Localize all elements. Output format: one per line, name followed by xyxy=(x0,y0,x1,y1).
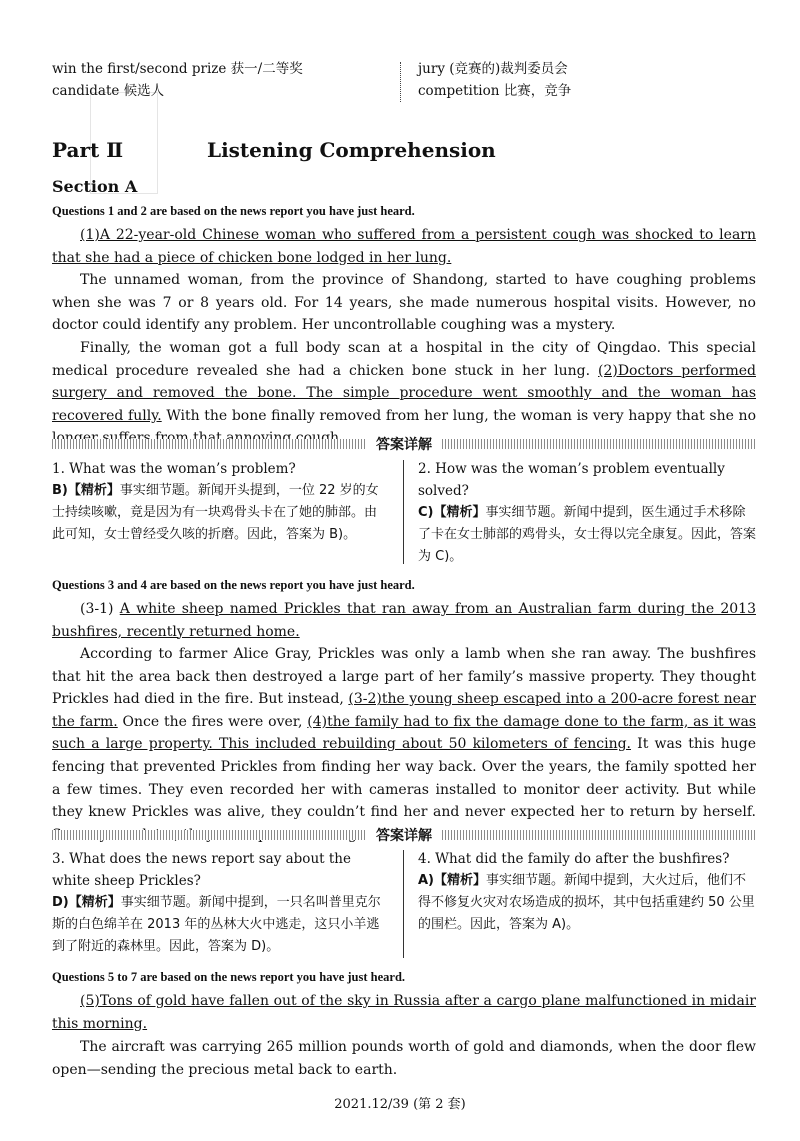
vocab-divider xyxy=(400,62,401,102)
answer-text: 事实细节题。新闻中提到，大火过后，他们不得不修复火灾对农场造成的损坏，其中包括重建约 50 公里的围栏。因此，答案为 A)。 xyxy=(418,873,755,932)
vocabulary-left xyxy=(52,58,303,102)
question-text: 4. What did the family do after the bushfires? xyxy=(418,851,730,867)
answer-letter: C) xyxy=(418,505,434,520)
transcript-paragraph xyxy=(52,224,756,269)
question-text: 1. What was the woman’s problem? xyxy=(52,461,296,477)
key-sentence: (1)A 22-year-old Chinese woman who suffered from a persistent cough was shocked to learn that she had a piece of chicken bone lodged in her lung. xyxy=(52,227,756,266)
answer-tag: 【精析】 xyxy=(433,505,486,520)
question-heading: Questions 1 and 2 are based on the news report you have just heard. xyxy=(52,204,415,218)
vocab-item: competition 比赛，竞争 xyxy=(418,83,572,99)
key-sentence: (2)Doctors performed surgery and removed the bone. The simple procedure went smoothly and the woman has recovered fully. xyxy=(52,362,756,424)
question-heading: Questions 3 and 4 are based on the news report you have just heard. xyxy=(52,578,415,592)
text-span: According to farmer Alice Gray, Prickles was only a lamb when she ran away. The bushfires that hit the area back then destroyed a large part of her family’s massive property. They thought Prickles had died in the fire. But instead, xyxy=(52,646,756,708)
key-sentence: (3-2)the young sheep escaped into a 200-acre forest near the farm. xyxy=(52,691,756,730)
vocab-item: win the first/second prize 获一/二等奖 xyxy=(52,61,303,77)
transcript-paragraph: The aircraft was carrying 265 million pounds worth of gold and diamonds, when the door flew open—sending the precious metal back to earth. xyxy=(52,1039,756,1078)
column-divider xyxy=(403,850,404,958)
question-heading: Questions 5 to 7 are based on the news report you have just heard. xyxy=(52,970,406,984)
answer-explanation xyxy=(52,892,388,958)
key-sentence: (5)Tons of gold have fallen out of the sky in Russia after a cargo plane malfunctioned in midair this morning. xyxy=(52,993,756,1032)
text-span: Finally, the woman got a full body scan at a hospital in the city of Qingdao. This special medical procedure revealed she had a chicken bone stuck in her lung. xyxy=(52,340,756,379)
answer-letter: A) xyxy=(418,873,435,888)
text-span: With the bone finally removed from her lung, the woman is very happy that she no xyxy=(166,407,756,424)
text-span: Once the fires were over, xyxy=(117,713,308,730)
banner-stripe xyxy=(442,830,756,840)
text-span: It was this huge fencing that prevented Prickles from finding her way back. Over the years, the family spotted her a few times. They even recorded her with cameras installed to monitor deer activity. But while they knew Prickles was alive, they couldn’t find her and never expected her to return by herself. xyxy=(52,736,756,821)
part-label: Part Ⅱ xyxy=(52,138,124,162)
answer-banner xyxy=(52,827,756,843)
question-text: 2. How was the woman’s problem eventually solved? xyxy=(418,461,725,499)
banner-stripe xyxy=(442,439,756,449)
answer-block-3 xyxy=(52,848,388,958)
vocab-item: jury (竞赛的)裁判委员会 xyxy=(418,61,568,77)
transcript-paragraph xyxy=(52,598,756,643)
answer-block-2 xyxy=(418,458,758,568)
banner-stripe xyxy=(52,439,366,449)
vocabulary-right xyxy=(418,58,571,102)
transcript-paragraph xyxy=(52,990,756,1035)
key-sentence: (4)the family had to fix the damage done to the farm, as it was such a large property. This included rebuilding about 50 kilometers of fencing. xyxy=(52,713,756,753)
banner-label: 答案详解 xyxy=(376,828,432,844)
answer-text: 事实细节题。新闻中提到，医生通过手术移除了卡在女士肺部的鸡骨头，女士得以完全康复。因此，答案为 C)。 xyxy=(418,505,757,564)
answer-explanation xyxy=(418,870,758,936)
transcript-paragraph: The unnamed woman, from the province of Shandong, started to have coughing problems when she was 7 or 8 years old. For 14 years, she made numerous hospital visits. However, no doctor could identify any problem. Her uncontrollable coughing was a mystery. xyxy=(52,272,756,334)
section-title: Section A xyxy=(52,177,138,196)
answer-banner xyxy=(52,436,756,452)
answer-text: 事实细节题。新闻开头提到，一位 22 岁的女士持续咳嗽，竟是因为有一块鸡骨头卡在了她的肺部。由此可知，女士曾经受久咳的折磨。因此，答案为 B)。 xyxy=(52,483,379,542)
answer-block-1 xyxy=(52,458,388,546)
answer-tag: 【精析】 xyxy=(67,483,120,498)
vocab-item: candidate 候选人 xyxy=(52,83,165,99)
answer-block-4 xyxy=(418,848,758,936)
column-divider xyxy=(403,460,404,564)
transcript-paragraph xyxy=(52,643,756,846)
answer-letter: D) xyxy=(52,895,69,910)
text-span: (3-1) xyxy=(80,601,120,617)
answer-letter: B) xyxy=(52,483,68,498)
question-text: 3. What does the news report say about the white sheep Prickles? xyxy=(52,851,351,889)
answer-tag: 【精析】 xyxy=(434,873,487,888)
answer-text: 事实细节题。新闻中提到，一只名叫普里克尔斯的白色绵羊在 2013 年的丛林大火中逃走，这只小羊逃到了附近的森林里。因此，答案为 D)。 xyxy=(52,895,381,954)
key-sentence: A white sheep named Prickles that ran away from an Australian farm during the 2013 bushfires, recently returned home. xyxy=(52,601,756,640)
banner-label: 答案详解 xyxy=(376,437,432,453)
answer-explanation xyxy=(52,480,388,546)
answer-tag: 【精析】 xyxy=(68,895,121,910)
answer-explanation xyxy=(418,502,758,568)
part-title: Listening Comprehension xyxy=(207,138,496,162)
page-footer: 2021.12/39 (第 2 套) xyxy=(334,1097,466,1112)
banner-stripe xyxy=(52,830,366,840)
